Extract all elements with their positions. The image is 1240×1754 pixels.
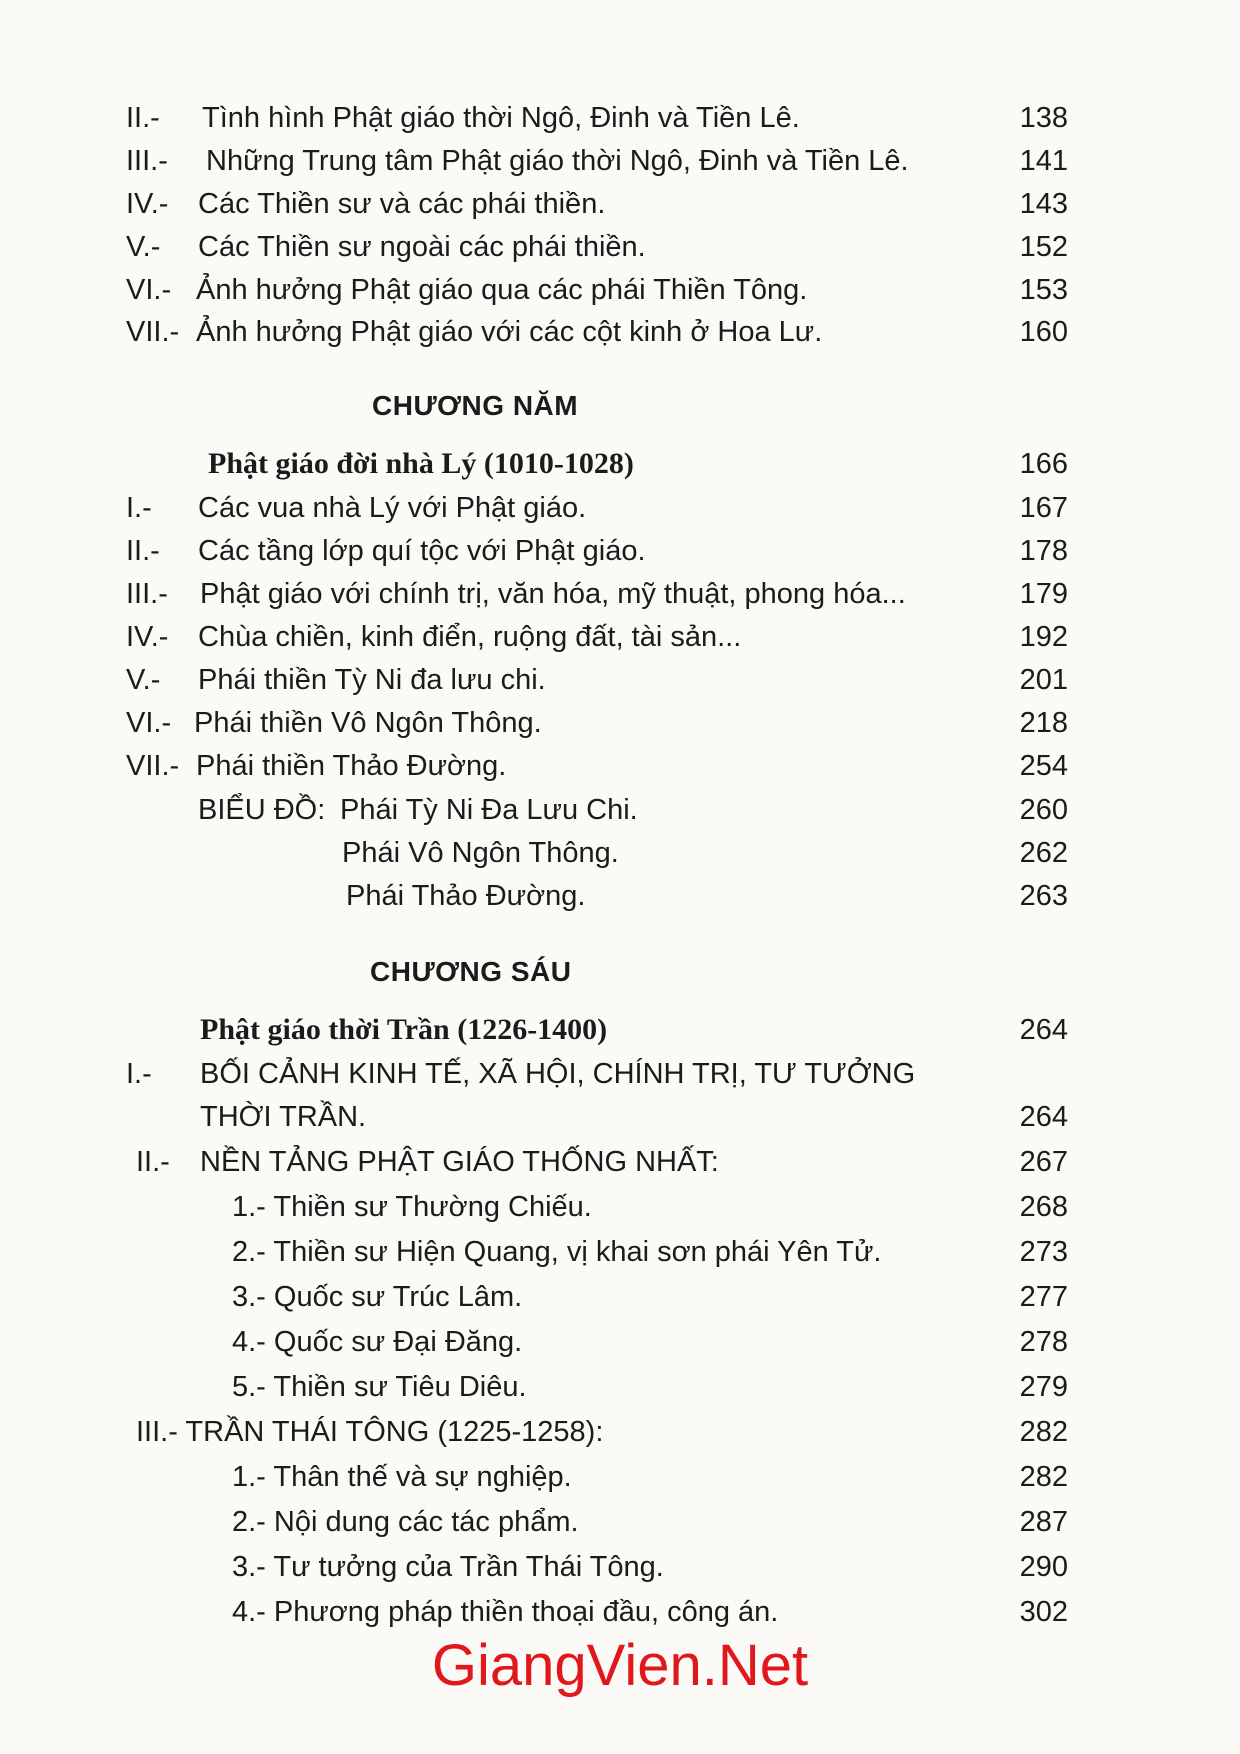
toc-entry (0, 529, 1240, 573)
toc-entry (0, 225, 1240, 269)
toc-subentry (0, 1545, 1240, 1589)
part-title: Phật giáo đời nhà Lý (1010-1028) (208, 447, 634, 480)
entry-page: 179 (1019, 578, 1068, 610)
entry-title: Những Trung tâm Phật giáo thời Ngô, Đinh và Tiền Lê. (206, 145, 909, 177)
entry-title: 4.- Quốc sư Đại Đăng. (232, 1326, 523, 1358)
entry-title: Ảnh hưởng Phật giáo với các cột kinh ở Hoa Lư. (196, 316, 823, 348)
entry-page: 262 (1019, 837, 1068, 869)
toc-entry (0, 831, 1240, 875)
entry-page: 260 (1019, 794, 1068, 826)
toc-entry (0, 788, 1240, 832)
toc-entry (0, 874, 1240, 918)
entry-number: V.- (126, 664, 161, 696)
entry-number: IV.- (126, 188, 169, 220)
entry-title: 3.- Quốc sư Trúc Lâm. (232, 1281, 523, 1313)
toc-entry (0, 615, 1240, 659)
toc-entry (0, 658, 1240, 702)
entry-title: NỀN TẢNG PHẬT GIÁO THỐNG NHẤT: (200, 1146, 719, 1178)
chapter-heading: CHƯƠNG NĂM (372, 390, 579, 421)
entry-page: 254 (1019, 750, 1068, 782)
toc-entry-continuation (0, 1095, 1240, 1139)
entry-page: 282 (1019, 1461, 1068, 1493)
entry-page: 178 (1019, 535, 1068, 567)
diagram-label: BIỂU ĐỒ: (198, 794, 326, 826)
entry-title: Ảnh hưởng Phật giáo qua các phái Thiền Tông. (196, 274, 808, 306)
entry-title: Chùa chiền, kinh điển, ruộng đất, tài sản... (198, 621, 742, 653)
entry-page: 273 (1019, 1236, 1068, 1268)
toc-entry (0, 1140, 1240, 1184)
entry-page: 218 (1019, 707, 1068, 739)
chapter-heading: CHƯƠNG SÁU (370, 956, 572, 987)
entry-page: 141 (1019, 145, 1068, 177)
entry-page: 166 (1019, 448, 1068, 480)
entry-title: 5.- Thiền sư Tiêu Diêu. (232, 1371, 527, 1403)
toc-entry (0, 1052, 1240, 1096)
entry-title: Phái Vô Ngôn Thông. (342, 837, 619, 869)
toc-subentry (0, 1590, 1240, 1634)
entry-number: II.- (126, 535, 160, 567)
entry-page: 282 (1019, 1416, 1068, 1448)
entry-page: 278 (1019, 1326, 1068, 1358)
entry-number: I.- (126, 492, 152, 524)
entry-page: 290 (1019, 1551, 1068, 1583)
toc-subentry (0, 1365, 1240, 1409)
entry-page: 192 (1019, 621, 1068, 653)
entry-number: VII.- (126, 316, 180, 348)
entry-page: 287 (1019, 1506, 1068, 1538)
entry-title: BỐI CẢNH KINH TẾ, XÃ HỘI, CHÍNH TRỊ, TƯ TƯỞNG (200, 1058, 916, 1090)
toc-subentry (0, 1185, 1240, 1229)
entry-title: Phái thiền Vô Ngôn Thông. (194, 707, 542, 739)
toc-subentry (0, 1230, 1240, 1274)
entry-title: Các tầng lớp quí tộc với Phật giáo. (198, 535, 646, 567)
entry-title: 3.- Tư tưởng của Trần Thái Tông. (232, 1551, 664, 1583)
entry-title: Tình hình Phật giáo thời Ngô, Đinh và Tiền Lê. (202, 102, 800, 134)
entry-number: II.- (126, 102, 160, 134)
entry-page: 160 (1019, 316, 1068, 348)
entry-title: III.- TRẦN THÁI TÔNG (1225-1258): (136, 1416, 604, 1448)
entry-title: Phái Tỳ Ni Đa Lưu Chi. (340, 794, 638, 826)
toc-part-entry (0, 1008, 1240, 1052)
toc-entry (0, 139, 1240, 183)
entry-title: 1.- Thân thế và sự nghiệp. (232, 1461, 572, 1493)
entry-page: 263 (1019, 880, 1068, 912)
entry-page: 143 (1019, 188, 1068, 220)
entry-number: IV.- (126, 621, 169, 653)
entry-page: 268 (1019, 1191, 1068, 1223)
entry-number: VII.- (126, 750, 180, 782)
entry-number: III.- (126, 578, 168, 610)
toc-entry (0, 310, 1240, 354)
toc-entry (0, 486, 1240, 530)
entry-page: 264 (1019, 1101, 1068, 1133)
entry-title: THỜI TRẦN. (200, 1101, 367, 1133)
entry-title: Các vua nhà Lý với Phật giáo. (198, 492, 587, 524)
entry-number: VI.- (126, 274, 172, 306)
toc-entry (0, 268, 1240, 312)
entry-page: 267 (1019, 1146, 1068, 1178)
toc-part-entry (0, 442, 1240, 486)
entry-number: VI.- (126, 707, 172, 739)
entry-page: 277 (1019, 1281, 1068, 1313)
entry-title: Phật giáo với chính trị, văn hóa, mỹ thuật, phong hóa... (200, 578, 906, 610)
entry-page: 201 (1019, 664, 1068, 696)
entry-page: 138 (1019, 102, 1068, 134)
entry-title: Phái thiền Tỳ Ni đa lưu chi. (198, 664, 546, 696)
toc-subentry (0, 1455, 1240, 1499)
entry-title: Các Thiền sư và các phái thiền. (198, 188, 606, 220)
entry-number: II.- (136, 1146, 170, 1178)
watermark-text: GiangVien.Net (431, 1633, 809, 1698)
part-title: Phật giáo thời Trần (1226-1400) (200, 1013, 608, 1046)
entry-page: 264 (1019, 1014, 1068, 1046)
toc-subentry (0, 1275, 1240, 1319)
entry-title: Các Thiền sư ngoài các phái thiền. (198, 231, 646, 263)
entry-page: 279 (1019, 1371, 1068, 1403)
entry-page: 302 (1019, 1596, 1068, 1628)
entry-title: 4.- Phương pháp thiền thoại đầu, công án. (232, 1596, 779, 1628)
toc-entry (0, 701, 1240, 745)
toc-subentry (0, 1320, 1240, 1364)
toc-entry (0, 572, 1240, 616)
entry-page: 167 (1019, 492, 1068, 524)
toc-subentry (0, 1500, 1240, 1544)
entry-title: Phái thiền Thảo Đường. (196, 750, 507, 782)
entry-number: I.- (126, 1058, 152, 1090)
entry-page: 153 (1019, 274, 1068, 306)
entry-title: 2.- Nội dung các tác phẩm. (232, 1506, 579, 1538)
entry-number: V.- (126, 231, 161, 263)
entry-title: Phái Thảo Đường. (346, 880, 586, 912)
entry-title: 1.- Thiền sư Thường Chiếu. (232, 1191, 592, 1223)
entry-title: 2.- Thiền sư Hiện Quang, vị khai sơn phái Yên Tử. (232, 1236, 882, 1268)
entry-number: III.- (126, 145, 168, 177)
toc-entry (0, 96, 1240, 140)
toc-entry (0, 182, 1240, 226)
entry-page: 152 (1019, 231, 1068, 263)
toc-entry (0, 744, 1240, 788)
toc-entry (0, 1410, 1240, 1454)
